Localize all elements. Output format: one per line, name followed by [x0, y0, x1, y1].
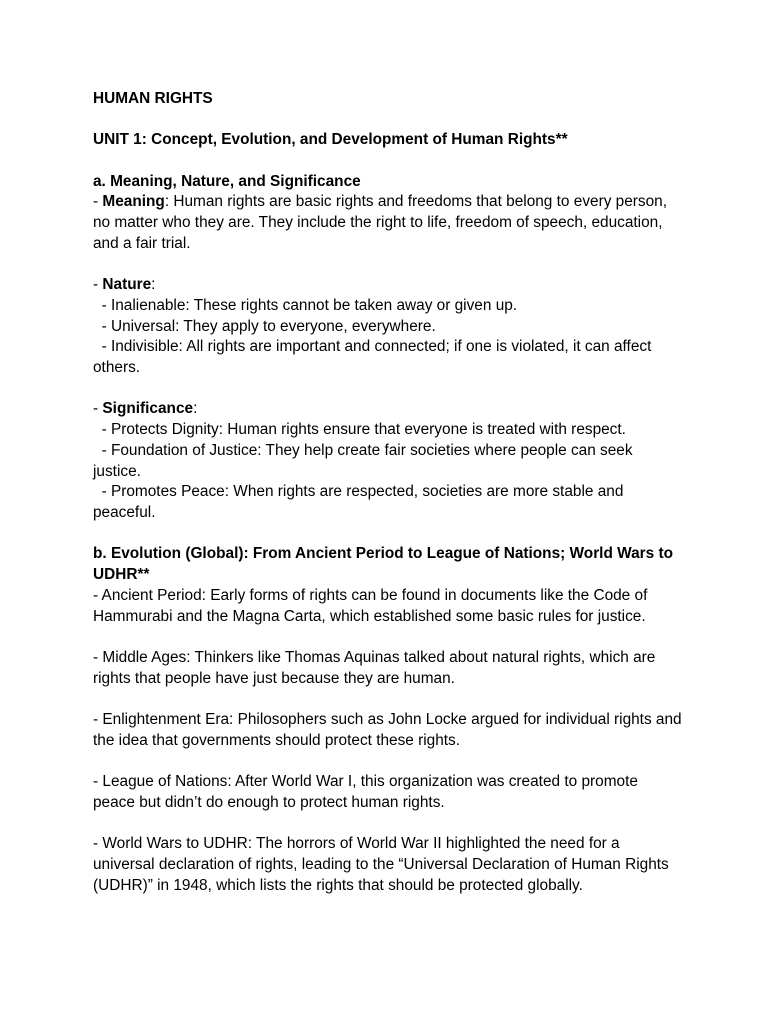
evolution-paragraph: - Enlightenment Era: Philosophers such as John Locke argued for individual rights and the idea that governments should protect these rights. — [93, 710, 686, 749]
unit-heading: UNIT 1: Concept, Evolution, and Development of Human Rights** — [93, 131, 568, 149]
nature-item: - Indivisible: All rights are important and connected; if one is violated, it can affect others. — [93, 338, 656, 377]
evolution-paragraph: - Middle Ages: Thinkers like Thomas Aquinas talked about natural rights, which are rights that people have just because they are human. — [93, 648, 660, 687]
section-a-heading: a. Meaning, Nature, and Significance — [93, 172, 361, 190]
nature-label: Nature — [102, 276, 152, 294]
evolution-paragraph: - Ancient Period: Early forms of rights can be found in documents like the Code of Hammurabi and the Magna Carta, which established some basic rules for justice. — [93, 586, 652, 625]
section-b-heading: b. Evolution (Global): From Ancient Period to League of Nations; World Wars to UDHR** — [93, 545, 678, 584]
evolution-paragraph: - World Wars to UDHR: The horrors of World War II highlighted the need for a universal declaration of rights, leading to the “Universal Declaration of Human Rights (UDHR)” in 1948, which lists the rights that should be protected globally. — [93, 835, 674, 894]
significance-label: Significance — [102, 400, 194, 418]
significance-item: - Foundation of Justice: They help create fair societies where people can seek justice. — [93, 441, 637, 480]
significance-heading: - Significance: — [93, 400, 198, 418]
meaning-paragraph: - Meaning: Human rights are basic rights and freedoms that belong to every person, no matter who they are. They include the right to life, freedom of speech, education, and a fair trial. — [93, 193, 672, 252]
nature-item: - Inalienable: These rights cannot be taken away or given up. — [93, 296, 518, 314]
significance-item: - Promotes Peace: When rights are respected, societies are more stable and peaceful. — [93, 483, 628, 521]
nature-item: - Universal: They apply to everyone, everywhere. — [93, 317, 436, 335]
meaning-label: Meaning — [102, 193, 165, 211]
document-title: HUMAN RIGHTS — [93, 90, 213, 107]
nature-heading: - Nature: — [93, 276, 156, 294]
significance-item: - Protects Dignity: Human rights ensure that everyone is treated with respect. — [93, 421, 626, 439]
evolution-paragraph: - League of Nations: After World War I, this organization was created to promote peace but didn’t do enough to protect human rights. — [93, 773, 643, 811]
document-page — [93, 89, 686, 896]
